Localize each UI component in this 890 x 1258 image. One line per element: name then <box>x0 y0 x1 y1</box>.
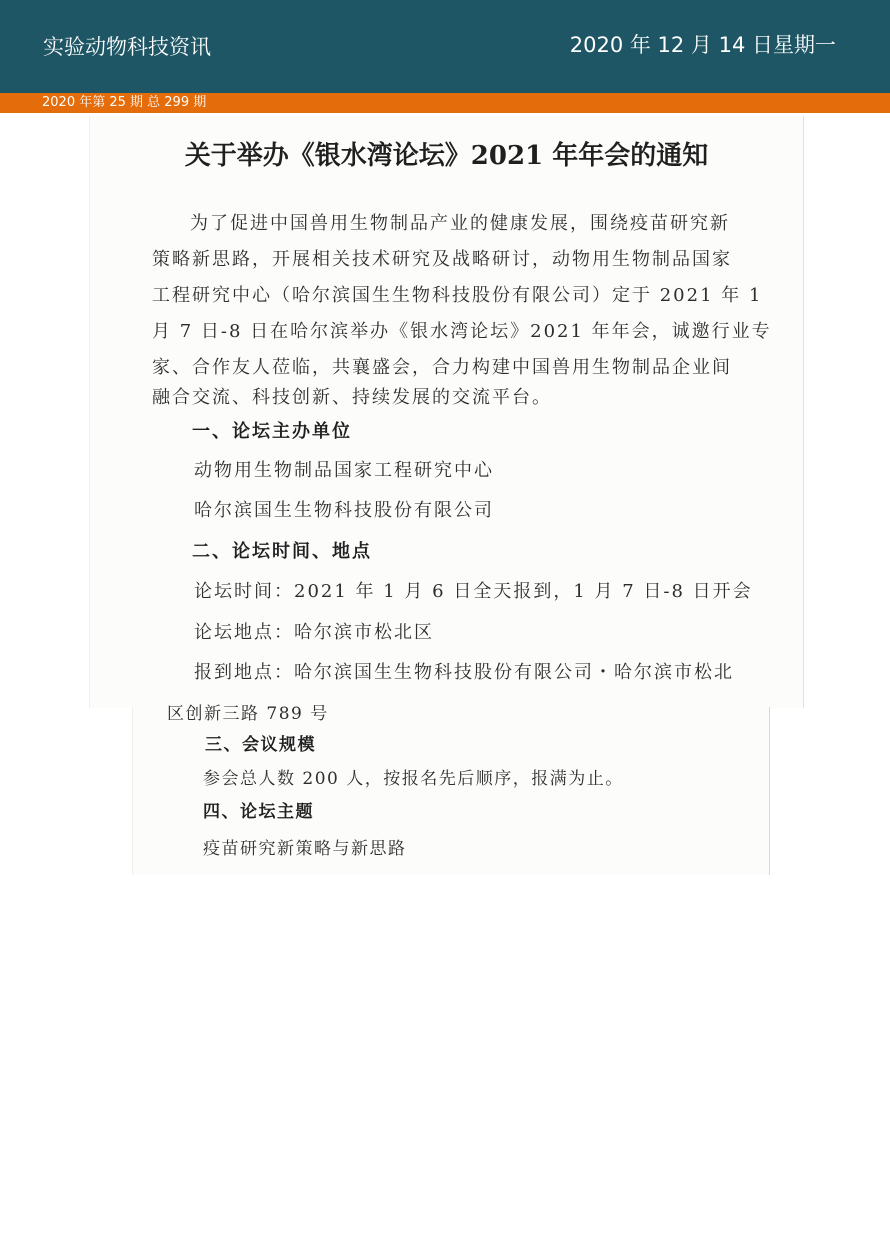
intro-line: 融合交流、科技创新、持续发展的交流平台。 <box>152 387 552 408</box>
section-heading-organizers: 一、论坛主办单位 <box>192 421 352 442</box>
notice-title: 关于举办《银水湾论坛》2021 年年会的通知 <box>184 141 709 171</box>
checkin-place-continued: 区创新三路 789 号 <box>167 704 329 724</box>
newsletter-title: 实验动物科技资讯 <box>43 35 211 59</box>
organizer-line: 哈尔滨国生生物科技股份有限公司 <box>194 500 494 521</box>
issue-bar <box>0 93 890 113</box>
scale-text: 参会总人数 200 人，按报名先后顺序，报满为止。 <box>203 769 624 789</box>
newsletter-header <box>0 0 890 93</box>
header-date: 2020 年 12 月 14 日星期一 <box>569 33 836 57</box>
intro-line: 月 7 日-8 日在哈尔滨举办《银水湾论坛》2021 年年会，诚邀行业专 <box>152 321 772 342</box>
intro-line: 为了促进中国兽用生物制品产业的健康发展，围绕疫苗研究新 <box>190 213 730 234</box>
forum-time: 论坛时间：2021 年 1 月 6 日全天报到，1 月 7 日-8 日开会 <box>194 581 753 602</box>
intro-line: 工程研究中心（哈尔滨国生生物科技股份有限公司）定于 2021 年 1 <box>152 285 763 306</box>
issue-number: 2020 年第 25 期 总 299 期 <box>42 95 207 110</box>
scanned-notice-page-1 <box>89 116 804 708</box>
theme-text: 疫苗研究新策略与新思路 <box>203 839 407 859</box>
organizer-line: 动物用生物制品国家工程研究中心 <box>194 460 494 481</box>
section-heading-scale: 三、会议规模 <box>205 735 316 755</box>
intro-line: 策略新思路，开展相关技术研究及战略研讨，动物用生物制品国家 <box>152 249 732 270</box>
checkin-place: 报到地点：哈尔滨国生生物科技股份有限公司・哈尔滨市松北 <box>194 662 734 683</box>
scanned-notice-page-2 <box>132 704 770 875</box>
section-heading-theme: 四、论坛主题 <box>203 802 314 822</box>
section-heading-time-place: 二、论坛时间、地点 <box>192 541 372 562</box>
intro-line: 家、合作友人莅临，共襄盛会，合力构建中国兽用生物制品企业间 <box>152 357 732 378</box>
forum-place: 论坛地点：哈尔滨市松北区 <box>194 622 434 643</box>
